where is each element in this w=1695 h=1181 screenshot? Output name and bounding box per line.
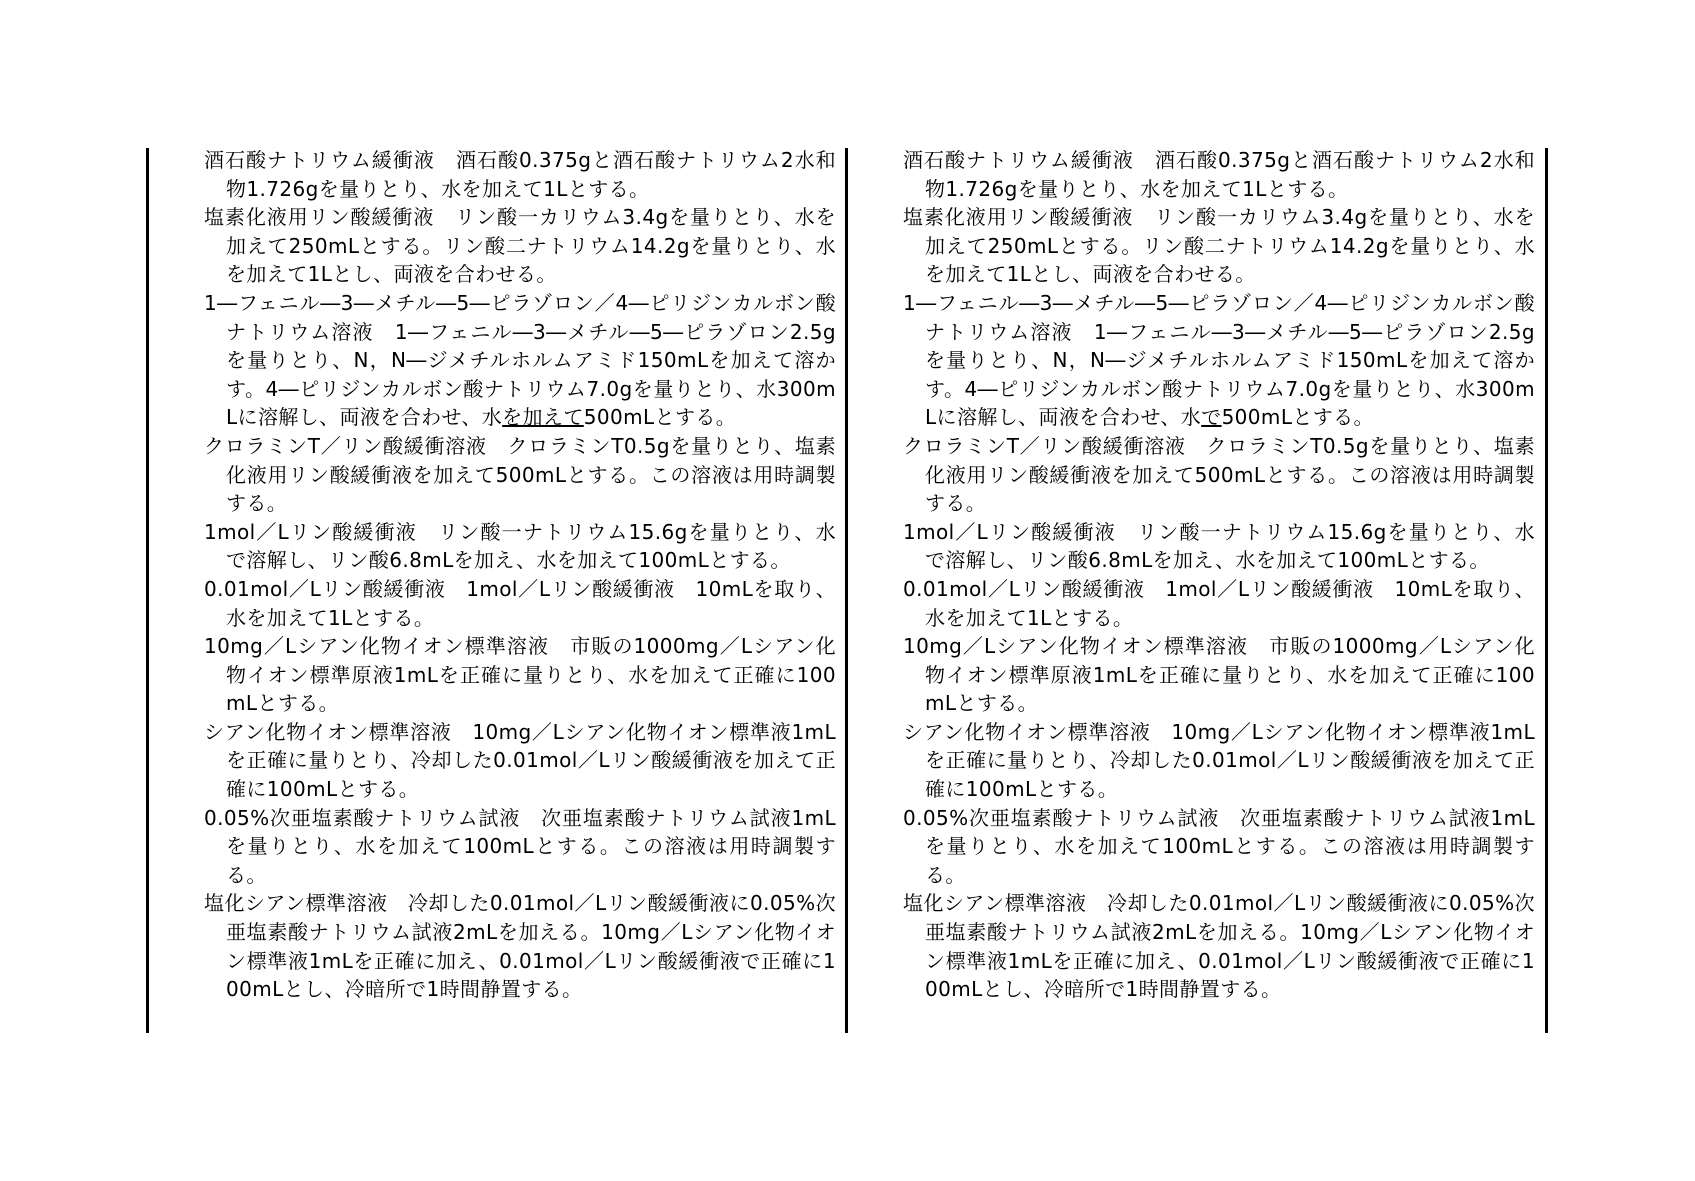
entry-pyrazolone-pyridine-solution <box>903 289 1535 432</box>
column-rule-middle <box>845 148 848 1033</box>
column-rule-right <box>1545 148 1548 1033</box>
entry-001mol-phosphate-buffer: 0.01mol／Lリン酸緩衝液 1mol／Lリン酸緩衝液 10mLを取り、水を加えて1Lとする。 <box>204 576 836 630</box>
entry-1mol-phosphate-buffer: 1mol／Lリン酸緩衝液 リン酸一ナトリウム15.6gを量りとり、水で溶解し、リン酸6.8mLを加え、水を加えて100mLとする。 <box>204 519 836 573</box>
entry-001mol-phosphate-buffer: 0.01mol／Lリン酸緩衝液 1mol／Lリン酸緩衝液 10mLを取り、水を加えて1Lとする。 <box>903 576 1535 630</box>
entry-cyanogen-chloride-standard: 塩化シアン標準溶液 冷却した0.01mol／Lリン酸緩衝液に0.05%次亜塩素酸ナトリウム試液2mLを加える。10mg／Lシアン化物イオン標準液1mLを正確に加え、0.01mol／Lリン酸緩衝液で正確に100mLとし、冷暗所で1時間静置する。 <box>204 891 836 1002</box>
entry-chloramine-t-solution: クロラミンT／リン酸緩衝溶液 クロラミンT0.5gを量りとり、塩素化液用リン酸緩衝液を加えて500mLとする。この溶液は用時調製する。 <box>204 433 836 516</box>
underlined-revision: を加えて <box>502 405 584 430</box>
entry-pyrazolone-tail: 500mLとする。 <box>1221 405 1374 430</box>
entry-pyrazolone-body: 1―フェニル―3―メチル―5―ピラゾロン／4―ピリジンカルボン酸ナトリウム溶液 1―フェニル―3―メチル―5―ピラゾロン2.5gを量りとり、N，N―ジメチルホルムアミド150mLを加えて溶かす。4―ピリジンカルボン酸ナトリウム7.0gを量りとり、水300mLに溶解し、両液を合わせ、水 <box>204 290 836 430</box>
left-column-text <box>204 146 836 1004</box>
entry-10mg-cyanide-standard: 10mg／Lシアン化物イオン標準溶液 市販の1000mg／Lシアン化物イオン標準原液1mLを正確に量りとり、水を加えて正確に100mLとする。 <box>204 634 836 716</box>
entry-pyrazolone-pyridine-solution <box>204 289 836 432</box>
entry-1mol-phosphate-buffer: 1mol／Lリン酸緩衝液 リン酸一ナトリウム15.6gを量りとり、水で溶解し、リン酸6.8mLを加え、水を加えて100mLとする。 <box>903 519 1535 573</box>
entry-chlorination-phosphate-buffer: 塩素化液用リン酸緩衝液 リン酸一カリウム3.4gを量りとり、水を加えて250mLとする。リン酸二ナトリウム14.2gを量りとり、水を加えて1Lとし、両液を合わせる。 <box>204 205 836 287</box>
entry-tartrate-buffer: 酒石酸ナトリウム緩衝液 酒石酸0.375gと酒石酸ナトリウム2水和物1.726gを量りとり、水を加えて1Lとする。 <box>903 148 1535 201</box>
entry-cyanide-standard: シアン化物イオン標準溶液 10mg／Lシアン化物イオン標準液1mLを正確に量りとり、冷却した0.01mol／Lリン酸緩衝液を加えて正確に100mLとする。 <box>204 719 836 802</box>
entry-chlorination-phosphate-buffer: 塩素化液用リン酸緩衝液 リン酸一カリウム3.4gを量りとり、水を加えて250mLとする。リン酸二ナトリウム14.2gを量りとり、水を加えて1Lとし、両液を合わせる。 <box>903 205 1535 287</box>
underlined-revision: で <box>1201 405 1222 430</box>
entry-pyrazolone-tail: 500mLとする。 <box>583 405 737 430</box>
column-rule-left <box>146 148 149 1033</box>
entry-10mg-cyanide-standard: 10mg／Lシアン化物イオン標準溶液 市販の1000mg／Lシアン化物イオン標準原液1mLを正確に量りとり、水を加えて正確に100mLとする。 <box>903 634 1535 716</box>
entry-chloramine-t-solution: クロラミンT／リン酸緩衝溶液 クロラミンT0.5gを量りとり、塩素化液用リン酸緩衝液を加えて500mLとする。この溶液は用時調製する。 <box>903 433 1535 516</box>
entry-pyrazolone-body: 1―フェニル―3―メチル―5―ピラゾロン／4―ピリジンカルボン酸ナトリウム溶液 1―フェニル―3―メチル―5―ピラゾロン2.5gを量りとり、N，N―ジメチルホルムアミド150mLを加えて溶かす。4―ピリジンカルボン酸ナトリウム7.0gを量りとり、水300mLに溶解し、両液を合わせ、水 <box>903 290 1535 430</box>
entry-cyanogen-chloride-standard: 塩化シアン標準溶液 冷却した0.01mol／Lリン酸緩衝液に0.05%次亜塩素酸ナトリウム試液2mLを加える。10mg／Lシアン化物イオン標準液1mLを正確に加え、0.01mol／Lリン酸緩衝液で正確に100mLとし、冷暗所で1時間静置する。 <box>903 891 1535 1002</box>
right-column-text <box>903 146 1535 1004</box>
entry-cyanide-standard: シアン化物イオン標準溶液 10mg／Lシアン化物イオン標準液1mLを正確に量りとり、冷却した0.01mol／Lリン酸緩衝液を加えて正確に100mLとする。 <box>903 719 1535 802</box>
entry-tartrate-buffer: 酒石酸ナトリウム緩衝液 酒石酸0.375gと酒石酸ナトリウム2水和物1.726gを量りとり、水を加えて1Lとする。 <box>204 148 836 201</box>
entry-hypochlorite-reagent: 0.05%次亜塩素酸ナトリウム試液 次亜塩素酸ナトリウム試液1mLを量りとり、水を加えて100mLとする。この溶液は用時調製する。 <box>903 805 1535 887</box>
entry-hypochlorite-reagent: 0.05%次亜塩素酸ナトリウム試液 次亜塩素酸ナトリウム試液1mLを量りとり、水を加えて100mLとする。この溶液は用時調製する。 <box>204 805 836 887</box>
